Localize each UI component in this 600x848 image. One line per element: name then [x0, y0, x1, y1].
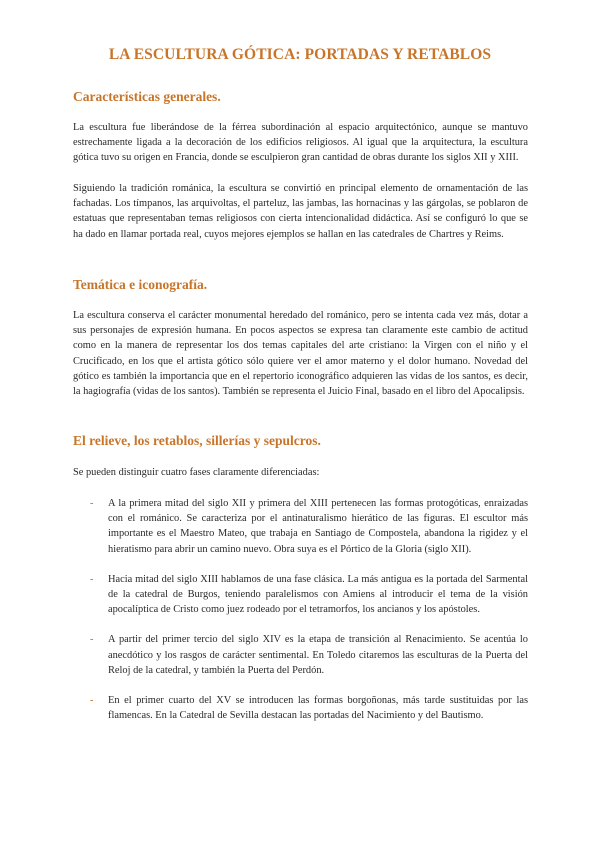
paragraph: Siguiendo la tradición románica, la escultura se convirtió en principal elemento de ornamentación de las fachadas. Los tímpanos, las arquivoltas, el parteluz, las jambas, las hornacinas y las gárgolas, se poblaron de estatuas que representaban temas religiosos con cierta intencionalidad didáctica. Así se configuró lo que se ha dado en llamar portada real, cuyos mejores ejemplos se hallan en las catedrales de Chartres y Reims.	[73, 183, 528, 240]
list-item-text: Hacia mitad del siglo XIII hablamos de una fase clásica. La más antigua es la portada del Sarmental de la catedral de Burgos, teniendo paralelismos con Amiens al introducir el tema de la visión apocalíptica de Cristo como juez rodeado por el tetramorfos, los ancianos y los apóstoles.	[108, 573, 528, 616]
bullet-dash: -	[90, 634, 94, 646]
document-title: LA ESCULTURA GÓTICA: PORTADAS Y RETABLOS	[108, 46, 492, 63]
bullet-dash: -	[90, 573, 94, 585]
list-item	[90, 496, 528, 557]
section-heading-relieve: El relieve, los retablos, sillerías y sepulcros.	[73, 433, 321, 448]
list-item-text: En el primer cuarto del XV se introducen las formas borgoñonas, más tarde sustituidas por las flamencas. En la Catedral de Sevilla destacan las portadas del Nacimiento y del Bautismo.	[108, 695, 528, 722]
paragraph: La escultura conserva el carácter monumental heredado del románico, pero se intenta cada vez más, dotar a sus personajes de expresión humana. En pocos aspectos se expresa tan claramente este cambio de actitud como en la manera de representar los dos temas capitales del arte cristiano: la Virgen con el niño y el Crucificado, en los que el artista gótico sólo quiere ver el amor materno y el dolor humano. Novedad del gótico es también la importancia que en el repertorio iconográfico adquieren las vidas de los santos, es decir, la hagiografía (vidas de los santos). También se representa el Juicio Final, basado en el libro del Apocalipsis.	[73, 310, 528, 398]
list-item-text: A partir del primer tercio del siglo XIV es la etapa de transición al Renacimiento. Se acentúa lo anecdótico y los rasgos de carácter sentimental. En Toledo citaremos las esculturas de la Puerta del Reloj de la catedral, y también la Puerta del Perdón.	[108, 634, 528, 676]
bullet-dash: -	[90, 498, 94, 509]
section-heading-tematica: Temática e iconografía.	[73, 277, 208, 292]
section-intro: Se pueden distinguir cuatro fases claramente diferenciadas:	[73, 467, 320, 478]
bullet-dash: -	[90, 695, 94, 707]
list-item	[90, 572, 528, 618]
section-heading-caracteristicas: Características generales.	[73, 89, 221, 104]
list-item-text: A la primera mitad del siglo XII y primera del XIII pertenecen las formas protogóticas, enraizadas con el románico. Se caracteriza por el antinaturalismo hierático de las figuras. El escultor más importante es el Maestro Mateo, que trabaja en Santiago de Compostela, abandona la rigidez y el hieratismo para abrir un camino nuevo. Obra suya es el Pórtico de la Gloria (siglo XII).	[108, 498, 528, 555]
paragraph: La escultura fue liberándose de la férrea subordinación al espacio arquitectónico, aunque se mantuvo estrechamente ligada a la decoración de los edificios religiosos. Al igual que la arquitectura, la escultura gótica tuvo su origen en Francia, donde se esculpieron gran cantidad de obras durante los siglos XII y XIII.	[73, 122, 528, 164]
list-item	[90, 693, 528, 723]
list-item	[90, 632, 528, 678]
phases-list	[90, 496, 528, 738]
